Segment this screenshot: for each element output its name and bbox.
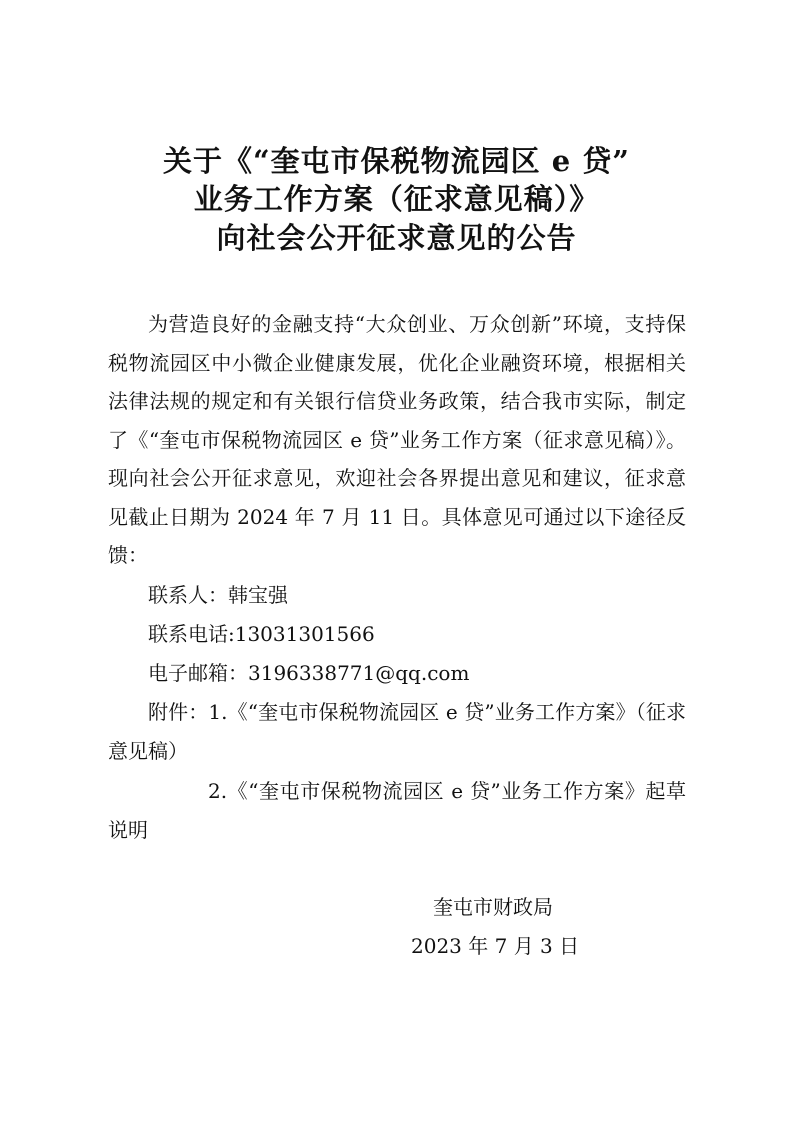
title-line-2: 业务工作方案（征求意见稿）》 <box>193 182 600 216</box>
signature-date: 2023 年 7 月 3 日 <box>411 934 580 958</box>
contact-person: 联系人：韩宝强 <box>148 583 288 607</box>
contact-email: 电子邮箱：3196338771@qq.com <box>148 661 470 685</box>
contact-phone: 联系电话:13031301566 <box>148 622 375 646</box>
attachment-item-2: 2.《“奎屯市保税物流园区 e 贷”业务工作方案》起草说明 <box>108 779 686 842</box>
title-line-1: 关于《“奎屯市保税物流园区 e 贷” <box>162 144 630 178</box>
attachment-item-1: 附件：1.《“奎屯市保税物流园区 e 贷”业务工作方案》（征求意见稿） <box>108 700 686 763</box>
body-paragraph: 为营造良好的金融支持“大众创业、万众创新”环境，支持保税物流园区中小微企业健康发展，优化企业融资环境，根据相关法律法规的规定和有关银行信贷业务政策，结合我市实际，制定了《“奎屯市保税物流园区 e 贷”业务工作方案（征求意见稿）》。现向社会公开征求意见，欢迎社会各界提出意见和建议，征求意见截止日期为 2024 年 7 月 11 日。具体意见可通过以下途径反馈： <box>108 312 686 567</box>
title-line-3: 向社会公开征求意见的公告 <box>216 221 577 255</box>
signature-organization: 奎屯市财政局 <box>433 895 553 919</box>
